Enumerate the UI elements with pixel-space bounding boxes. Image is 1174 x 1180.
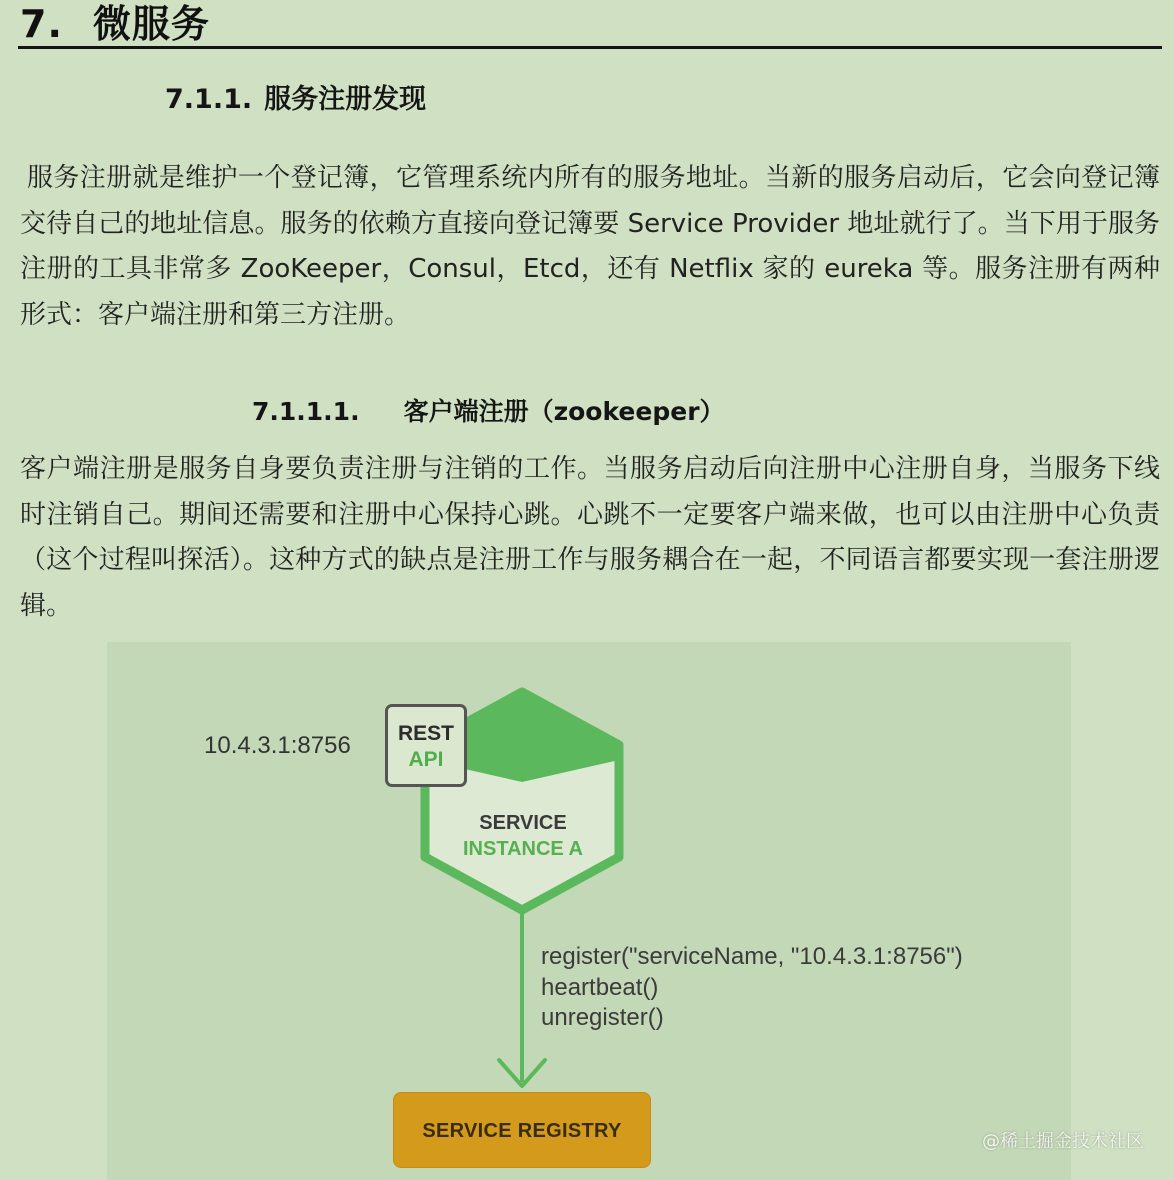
service-registry-box: SERVICE REGISTRY	[393, 1092, 651, 1168]
service-instance-line2: INSTANCE A	[463, 838, 583, 860]
chapter-heading	[20, 2, 210, 46]
rest-api-label-line2: API	[408, 748, 444, 771]
ip-address-label: 10.4.3.1:8756	[204, 732, 351, 759]
watermark: @稀土掘金技术社区	[982, 1131, 1144, 1152]
api-calls-list	[541, 942, 963, 1034]
call-heartbeat: heartbeat()	[541, 973, 659, 1001]
service-registry-diagram	[107, 642, 1071, 1180]
section-heading	[165, 82, 426, 118]
subsection-title: 客户端注册（zookeeper）	[403, 397, 725, 426]
call-unregister: unregister()	[541, 1004, 664, 1031]
chapter-number: 7.	[20, 2, 63, 46]
subsection-heading	[252, 394, 725, 430]
paragraph-client-registration: 客户端注册是服务自身要负责注册与注销的工作。当服务启动后向注册中心注册自身，当服务下线时注销自己。期间还需要和注册中心保持心跳。心跳不一定要客户端来做，也可以由注册中心负责（这个过程叫探活）。这种方式的缺点是注册工作与服务耦合在一起，不同语言都要实现一套注册逻辑。	[20, 454, 1160, 621]
section-number: 7.1.1.	[165, 84, 253, 115]
service-instance-line1: SERVICE	[479, 812, 567, 834]
section-title: 服务注册发现	[264, 84, 427, 115]
rest-api-label-line1: REST	[397, 722, 454, 745]
heading-divider	[18, 46, 1162, 49]
service-instance-label	[425, 810, 621, 862]
call-register: register("serviceName, "10.4.3.1:8756")	[541, 943, 963, 970]
subsection-number: 7.1.1.1.	[252, 397, 360, 426]
rest-api-box	[385, 704, 467, 787]
chapter-title: 微服务	[92, 2, 210, 46]
paragraph-service-registration: 服务注册就是维护一个登记簿，它管理系统内所有的服务地址。当新的服务启动后，它会向登记簿交待自己的地址信息。服务的依赖方直接向登记簿要 Service Provider 地址就行了。当下用于服务注册的工具非常多 ZooKeeper，Consul，Etcd，还有 Netflix 家的 eureka 等。服务注册有两种形式：客户端注册和第三方注册。	[20, 163, 1160, 330]
